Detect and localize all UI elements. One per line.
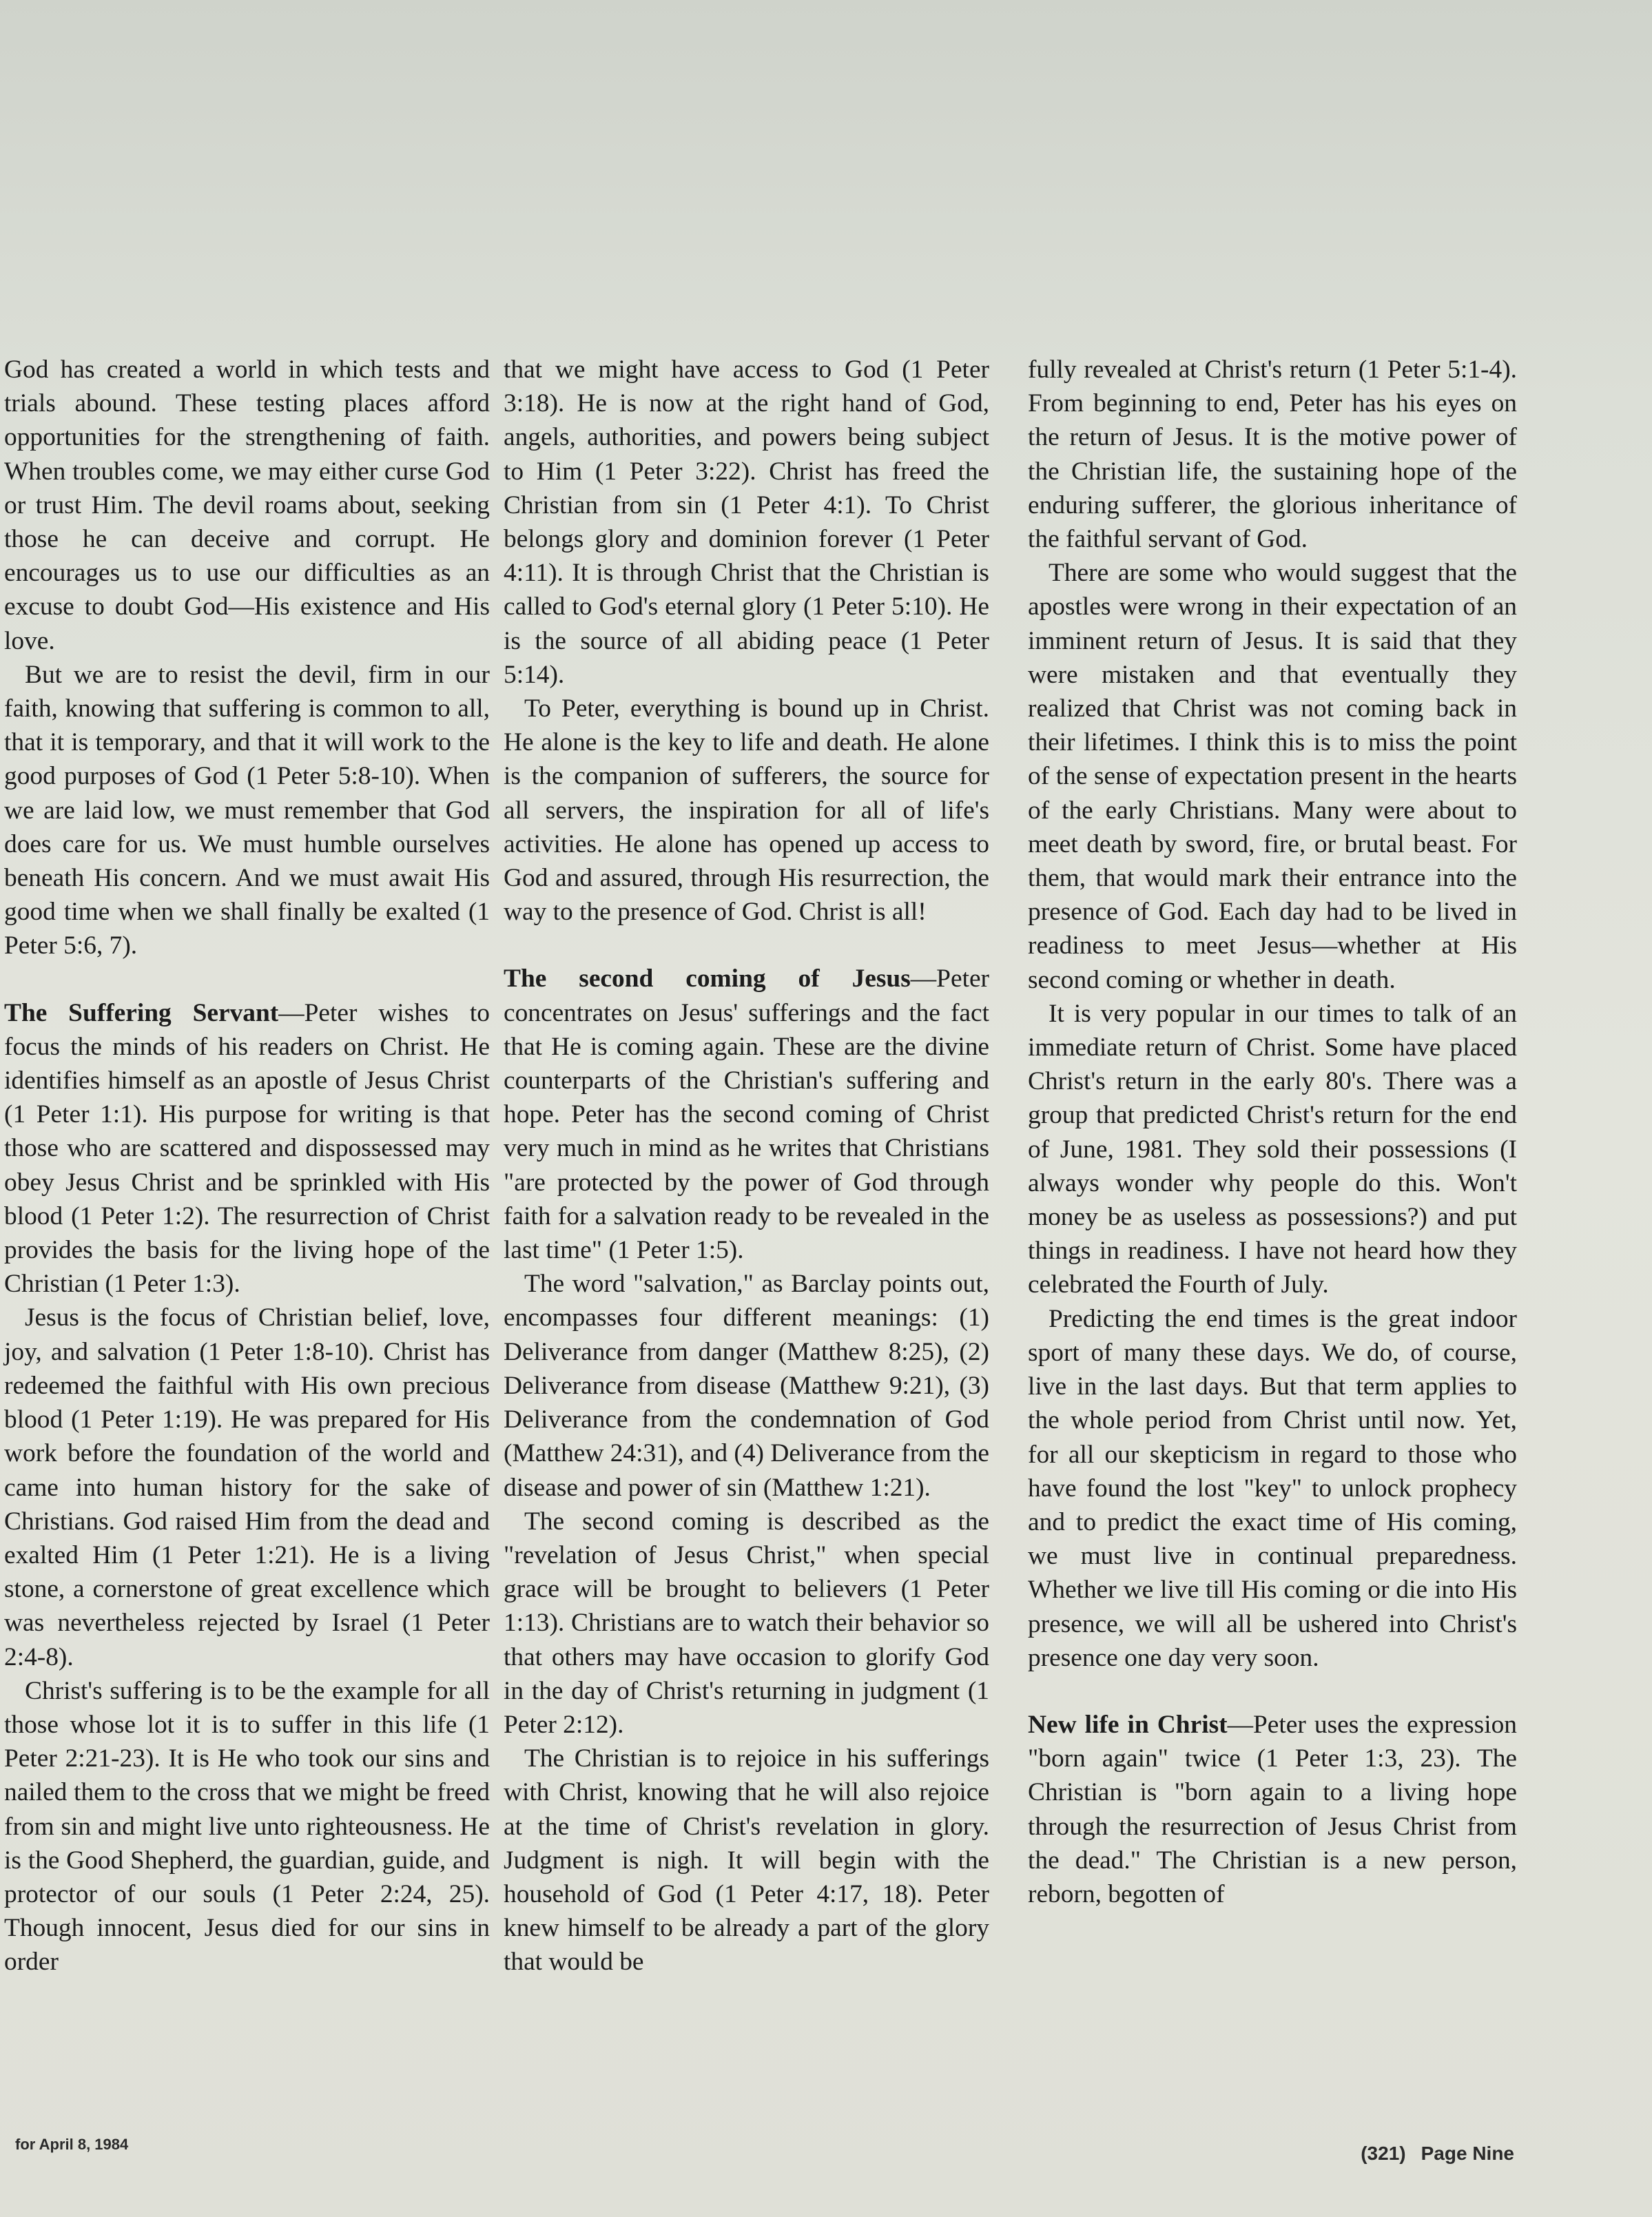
paragraph: The Christian is to rejoice in his sufferings with Christ, knowing that he will also rejoice at the time of Christ's revelation in glory. Judgment is nigh. It will begin with the household of God (1 Peter 4:17, 18). Peter knew himself to be already a part of the glory that would be: [504, 1744, 989, 1977]
paragraph: It is very popular in our times to talk of an immediate return of Christ. Some have placed Christ's return in the early 80's. There was a group that predicted Christ's return for the end of June, 1981. They sold their possessions (I always wonder why people do this. Won't money be as useless as possessions?) and put things in readiness. I have not heard how they celebrated the Fourth of July.: [1028, 999, 1517, 1299]
paragraph: that we might have access to God (1 Peter 3:18). He is now at the right hand of God, angels, authorities, and powers being subject to Him (1 Peter 3:22). Christ has freed the Christian from sin (1 Peter 4:1). To Christ belongs glory and dominion forever (1 Peter 4:11). It is through Christ that the Christian is called to God's eternal glory (1 Peter 5:10). He is the source of all abiding peace (1 Peter 5:14).: [504, 355, 989, 689]
paragraph: But we are to resist the devil, firm in our faith, knowing that suffering is common to all, that it is temporary, and that it will work to the good purposes of God (1 Peter 5:8-10). When we are laid low, we must remember that God does care for us. We must humble ourselves beneath His concern. And we must await His good time when we shall finally be exalted (1 Peter 5:6, 7).: [4, 660, 490, 960]
section-paragraph: [4, 996, 490, 1301]
page-label: Page Nine: [1421, 2143, 1514, 2164]
section-heading: The second coming of Jesus: [504, 965, 911, 993]
paragraph: The second coming is described as the "revelation of Jesus Christ," when special grace will be brought to believers (1 Peter 1:13). Christians are to watch their behavior so that others may have occasion to glorify God in the day of Christ's returning in judgment (1 Peter 2:12).: [504, 1507, 989, 1739]
text-column-2: [504, 353, 989, 1979]
paragraph: Predicting the end times is the great indoor sport of many these days. We do, of course, live in the last days. But that term applies to the whole period from Christ until now. Yet, for all our skepticism in regard to those who have found the lost "key" to unlock prophecy and to predict the exact time of His coming, we must live in continual preparedness. Whether we live till His coming or die into His presence, we will all be ushered into Christ's presence one day very soon.: [1028, 1304, 1517, 1672]
section-paragraph: [1028, 1708, 1517, 1911]
paragraph: To Peter, everything is bound up in Christ. He alone is the key to life and death. He alone is the companion of sufferers, the source for all servers, the inspiration for all of life's activities. He alone has opened up access to God and assured, through His resurrection, the way to the presence of God. Christ is all!: [504, 694, 989, 927]
text-column-1: [4, 353, 490, 1979]
text-column-3: [1028, 353, 1517, 1911]
footer-date: for April 8, 1984: [15, 2136, 129, 2153]
section-heading: New life in Christ: [1028, 1710, 1228, 1739]
paragraph: God has created a world in which tests and trials abound. These testing places afford opportunities for the strengthening of faith. When troubles come, we may either curse God or trust Him. The devil roams about, seeking those he can deceive and corrupt. He encourages us to use our difficulties as an excuse to doubt God—His existence and His love.: [4, 355, 490, 655]
section-text: —Peter concentrates on Jesus' sufferings and the fact that He is coming again. These are the divine counterparts of the Christian's suffering and hope. Peter has the second coming of Christ very much in mind as he writes that Christians "are protected by the power of God through faith for a salvation ready to be revealed in the last time" (1 Peter 1:5).: [504, 965, 989, 1265]
paragraph: The word "salvation," as Barclay points out, encompasses four different meanings: (1) Deliverance from danger (Matthew 8:25), (2) Deliverance from disease (Matthew 9:21), (3) Deliverance from the condemnation of God (Matthew 24:31), and (4) Deliverance from the disease and power of sin (Matthew 1:21).: [504, 1270, 989, 1502]
paragraph: fully revealed at Christ's return (1 Peter 5:1-4). From beginning to end, Peter has his eyes on the return of Jesus. It is the motive power of the Christian life, the sustaining hope of the enduring sufferer, the glorious inheritance of the faithful servant of God.: [1028, 355, 1517, 554]
paragraph: Jesus is the focus of Christian belief, love, joy, and salvation (1 Peter 1:8-10). Christ has redeemed the faithful with His own precious blood (1 Peter 1:19). He was prepared for His work before the foundation of the world and came into human history for the sake of Christians. God raised Him from the dead and exalted Him (1 Peter 1:21). He is a living stone, a cornerstone of great excellence which was nevertheless rejected by Israel (1 Peter 2:4-8).: [4, 1303, 490, 1671]
page-number: [1361, 2143, 1514, 2165]
section-text: —Peter uses the expression "born again" twice (1 Peter 1:3, 23). The Christian is "born again to a living hope through the resurrection of Jesus Christ from the dead." The Christian is a new person, reborn, begotten of: [1028, 1710, 1517, 1908]
paragraph: Christ's suffering is to be the example for all those whose lot it is to suffer in this life (1 Peter 2:21-23). It is He who took our sins and nailed them to the cross that we might be freed from sin and might live unto righteousness. He is the Good Shepherd, the guardian, guide, and protector of our souls (1 Peter 2:24, 25). Though innocent, Jesus died for our sins in order: [4, 1676, 490, 1977]
paragraph: There are some who would suggest that the apostles were wrong in their expectation of an imminent return of Jesus. It is said that they were mistaken and that eventually they realized that Christ was not coming back in their lifetimes. I think this is to miss the point of the sense of expectation present in the hearts of the early Christians. Many were about to meet death by sword, fire, or brutal beast. For them, that would mark their entrance into the presence of God. Each day had to be lived in readiness to meet Jesus—whether at His second coming or whether in death.: [1028, 559, 1517, 994]
section-paragraph: [504, 962, 989, 1267]
section-heading: The Suffering Servant: [4, 998, 279, 1027]
section-text: —Peter wishes to focus the minds of his readers on Christ. He identifies himself as an apostle of Jesus Christ (1 Peter 1:1). His purpose for writing is that those who are scattered and dispossessed may obey Jesus Christ and be sprinkled with His blood (1 Peter 1:2). The resurrection of Christ provides the basis for the living hope of the Christian (1 Peter 1:3).: [4, 998, 490, 1299]
page-ref: (321): [1361, 2143, 1406, 2164]
